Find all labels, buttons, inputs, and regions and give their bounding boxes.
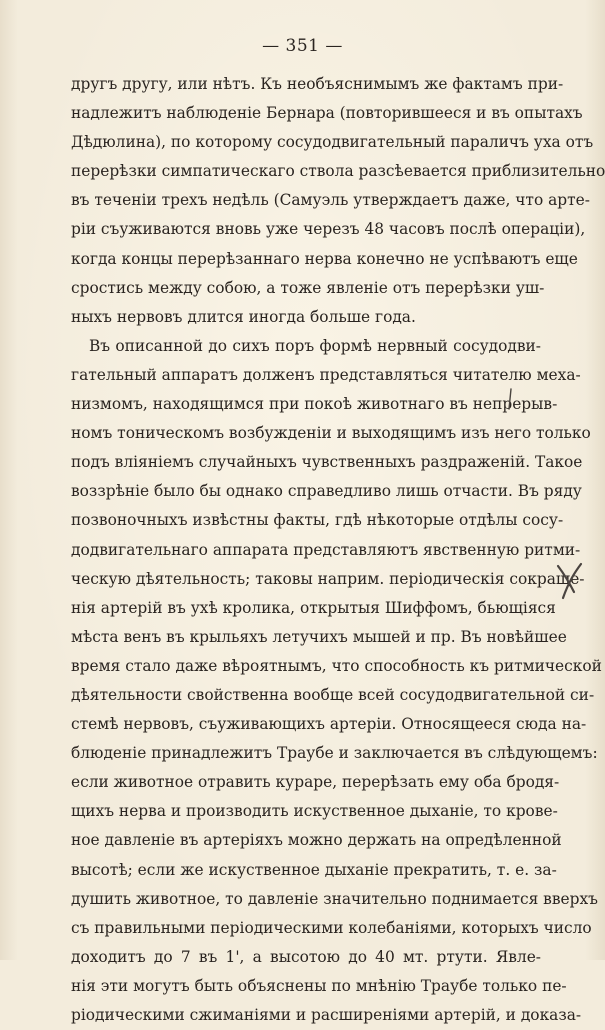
text-line: ное давленіе въ артеріяхъ можно держать на опредѣленной — [71, 831, 562, 850]
text-line: если животное отравить кураре, перерѣзать ему оба бродя- — [71, 773, 560, 792]
marginal-cross-mark-icon — [555, 562, 585, 602]
text-line: перерѣзки симпатическаго ствола разсѣевается приблизительно — [71, 162, 605, 181]
text-line: номъ тоническомъ возбужденіи и выходящимъ изъ него только — [71, 424, 591, 443]
text-line: позвоночныхъ извѣстны факты, гдѣ нѣкоторые отдѣлы сосу- — [71, 511, 564, 530]
paragraph-end-line: ныхъ нервовъ длится иногда больше года. — [71, 307, 416, 326]
paragraph-start-line: Въ описанной до сихъ поръ формѣ нервный сосудодви- — [89, 336, 541, 355]
text-line: высотѣ; если же искуственное дыханіе прекратить, т. е. за- — [71, 860, 557, 879]
text-line: ріи съуживаются вновь уже черезъ 48 часовъ послѣ операціи), — [71, 220, 586, 239]
text-line: стемѣ нервовъ, съуживающихъ артеріи. Относящееся сюда на- — [71, 715, 587, 734]
text-line: когда концы перерѣзаннаго нерва конечно не успѣваютъ еще — [71, 249, 578, 268]
text-line: въ теченіи трехъ недѣль (Самуэль утверждаетъ даже, что арте- — [71, 191, 590, 210]
text-line: доходитъ до 7 въ 1', а высотою до 40 мт. ртути. Явле- — [71, 947, 541, 966]
text-line: гательный аппаратъ долженъ представляться читателю меха- — [71, 365, 581, 384]
text-line: ріодическими сжиманіями и расширеніями артерій, и доказа- — [71, 1006, 582, 1024]
page-number: — 351 — — [262, 36, 343, 56]
pencil-tick-icon — [505, 388, 515, 410]
body-text — [71, 70, 605, 1030]
text-line: другъ другу, или нѣтъ. Къ необъяснимымъ же фактамъ при- — [71, 75, 564, 93]
text-line: подъ вліяніемъ случайныхъ чувственныхъ раздраженій. Такое — [71, 453, 583, 472]
text-line: надлежитъ наблюденіе Бернара (повторившееся и въ опытахъ — [71, 104, 583, 123]
text-line: блюденіе принадлежитъ Траубе и заключается въ слѣдующемъ: — [71, 744, 598, 763]
text-line: съ правильными періодическими колебаніями, которыхъ число — [71, 918, 592, 937]
text-line: щихъ нерва и производить искуственное дыханіе, то крове- — [71, 802, 558, 821]
text-line: Дѣдюлина), по которому сосудодвигательный параличъ уха отъ — [71, 133, 594, 152]
text-line: время стало даже вѣроятнымъ, что способность къ ритмической — [71, 656, 602, 675]
text-line: низмомъ, находящимся при покоѣ животнаго въ непрерыв- — [71, 395, 558, 414]
text-line: душить животное, то давленіе значительно поднимается вверхъ — [71, 889, 598, 908]
text-line: воззрѣніе было бы однако справедливо лишь отчасти. Въ ряду — [71, 482, 582, 501]
text-line: нія эти могутъ быть объяснены по мнѣнію Траубе только пе- — [71, 976, 567, 995]
text-line: ческую дѣятельность; таковы наприм. періодическія сокраще- — [71, 569, 585, 588]
text-line: сростись между собою, а тоже явленіе отъ перерѣзки уш- — [71, 278, 545, 297]
text-line: дѣятельности свойственна вообще всей сосудодвигательной си- — [71, 685, 595, 704]
text-line: додвигательнаго аппарата представляютъ явственную ритми- — [71, 540, 581, 559]
text-line: мѣста венъ въ крыльяхъ летучихъ мышей и пр. Въ новѣйшее — [71, 627, 567, 646]
text-line: нія артерій въ ухѣ кролика, открытыя Шиффомъ, бьющіяся — [71, 598, 556, 617]
